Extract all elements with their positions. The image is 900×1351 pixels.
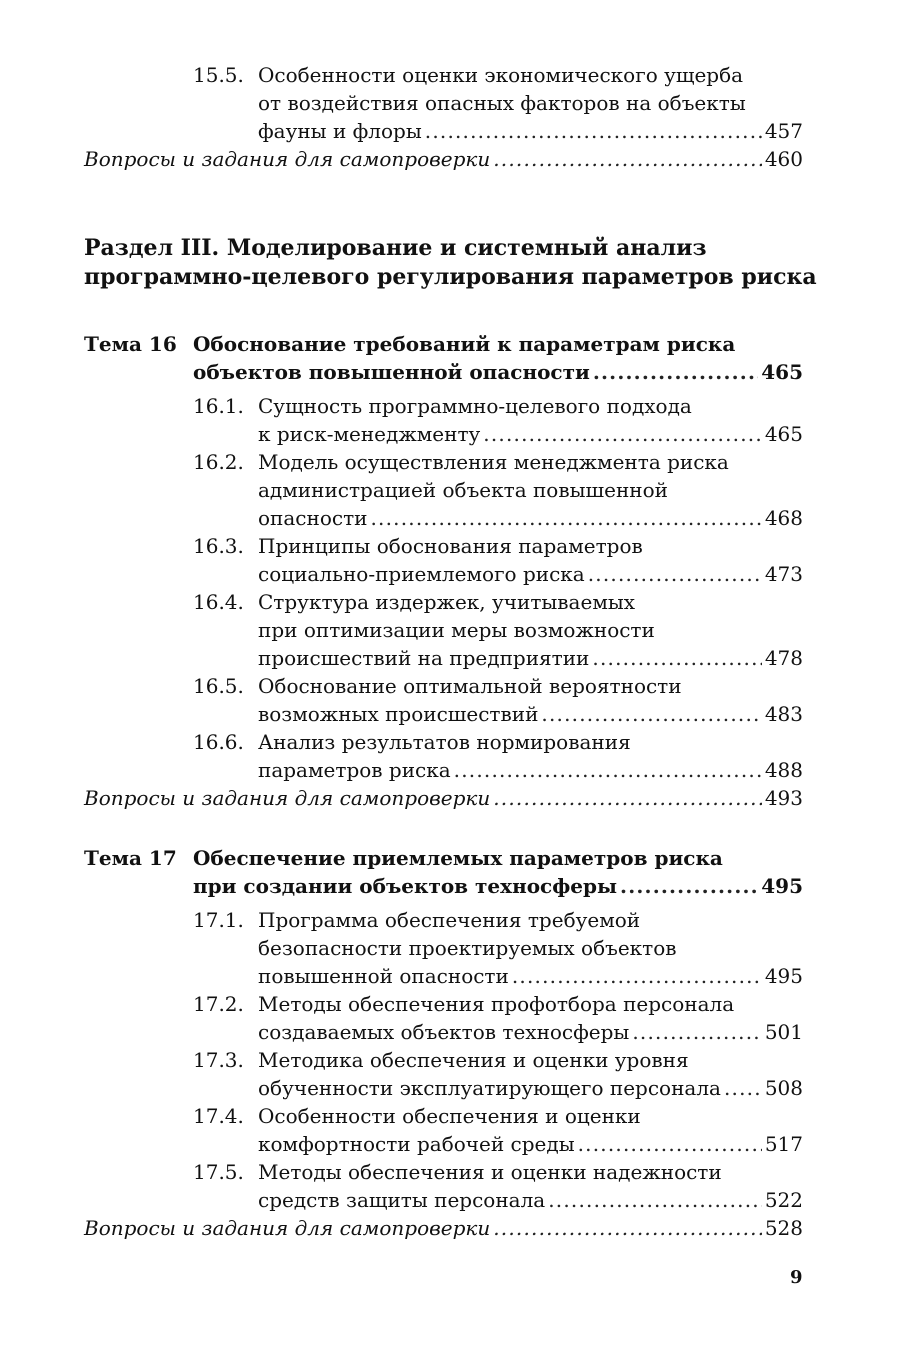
item-16-4-page: 478 bbox=[764, 646, 803, 670]
item-15-5-last-line: фауны и флоры bbox=[258, 119, 422, 143]
item-16-2-line-1: Модель осуществления менеджмента риска bbox=[258, 450, 729, 474]
toc-entry-17-3[interactable] bbox=[258, 1074, 803, 1102]
topic-17-title-line-1: Обеспечение приемлемых параметров риска bbox=[193, 846, 723, 870]
leader-dots bbox=[493, 145, 762, 173]
item-16-1-line-1: Сущность программно-целевого подхода bbox=[258, 394, 692, 418]
topic-16-title-line-1: Обоснование требований к параметрам риска bbox=[193, 332, 736, 356]
item-16-6-number: 16.6. bbox=[193, 730, 244, 754]
toc-entry-16-2[interactable] bbox=[258, 504, 803, 532]
item-15-5-page: 457 bbox=[764, 119, 803, 143]
self-check-15-page: 460 bbox=[764, 147, 803, 171]
item-16-4-number: 16.4. bbox=[193, 590, 244, 614]
toc-entry-16-5[interactable] bbox=[258, 700, 803, 728]
self-check-17-label: Вопросы и задания для самопроверки bbox=[84, 1216, 491, 1240]
toc-entry-17-1[interactable] bbox=[258, 962, 803, 990]
self-check-15-label: Вопросы и задания для самопроверки bbox=[84, 147, 491, 171]
item-17-4-number: 17.4. bbox=[193, 1104, 244, 1128]
item-16-5-page: 483 bbox=[764, 702, 803, 726]
leader-dots bbox=[592, 644, 761, 672]
item-17-2-number: 17.2. bbox=[193, 992, 244, 1016]
item-16-1-number: 16.1. bbox=[193, 394, 244, 418]
item-17-4-page: 517 bbox=[764, 1132, 803, 1156]
self-check-16-page: 493 bbox=[764, 786, 803, 810]
leader-dots bbox=[724, 1074, 762, 1102]
topic-16-page: 465 bbox=[761, 360, 803, 384]
item-16-6-page: 488 bbox=[764, 758, 803, 782]
item-16-2-page: 468 bbox=[764, 506, 803, 530]
item-17-2-line-1: Методы обеспечения профотбора персонала bbox=[258, 992, 735, 1016]
self-check-16[interactable] bbox=[84, 784, 803, 812]
item-17-5-number: 17.5. bbox=[193, 1160, 244, 1184]
item-16-6-line-1: Анализ результатов нормирования bbox=[258, 730, 631, 754]
self-check-17[interactable] bbox=[84, 1214, 803, 1242]
item-17-1-number: 17.1. bbox=[193, 908, 244, 932]
item-17-1-page: 495 bbox=[764, 964, 803, 988]
toc-entry-17-2[interactable] bbox=[258, 1018, 803, 1046]
toc-entry-16-6[interactable] bbox=[258, 756, 803, 784]
item-17-1-line-2: безопасности проектируемых объектов bbox=[258, 936, 677, 960]
item-17-5-line-1: Методы обеспечения и оценки надежности bbox=[258, 1160, 722, 1184]
topic-17-title-line-2: при создании объектов техносферы bbox=[193, 874, 618, 898]
item-16-2-last-line: опасности bbox=[258, 506, 368, 530]
item-17-5-page: 522 bbox=[764, 1188, 803, 1212]
section-title-line-2: программно-целевого регулирования параметров риска bbox=[84, 264, 817, 290]
item-17-3-number: 17.3. bbox=[193, 1048, 244, 1072]
item-16-3-page: 473 bbox=[764, 562, 803, 586]
item-17-3-last-line: обученности эксплуатирующего персонала bbox=[258, 1076, 721, 1100]
leader-dots bbox=[541, 700, 761, 728]
item-17-2-page: 501 bbox=[764, 1020, 803, 1044]
self-check-15[interactable] bbox=[84, 145, 803, 173]
item-17-3-line-1: Методика обеспечения и оценки уровня bbox=[258, 1048, 689, 1072]
item-16-1-page: 465 bbox=[764, 422, 803, 446]
leader-dots bbox=[578, 1130, 762, 1158]
leader-dots bbox=[620, 872, 758, 900]
toc-entry-topic-17[interactable] bbox=[193, 872, 803, 900]
leader-dots bbox=[632, 1018, 761, 1046]
item-16-3-line-1: Принципы обоснования параметров bbox=[258, 534, 643, 558]
leader-dots bbox=[493, 1214, 762, 1242]
topic-17-label: Тема 17 bbox=[84, 846, 177, 870]
self-check-16-label: Вопросы и задания для самопроверки bbox=[84, 786, 491, 810]
topic-16-label: Тема 16 bbox=[84, 332, 177, 356]
toc-entry-15-5[interactable] bbox=[258, 117, 803, 145]
item-15-5-line-1: Особенности оценки экономического ущерба bbox=[258, 63, 744, 87]
item-17-1-line-1: Программа обеспечения требуемой bbox=[258, 908, 641, 932]
item-17-5-last-line: средств защиты персонала bbox=[258, 1188, 546, 1212]
leader-dots bbox=[425, 117, 762, 145]
item-16-5-number: 16.5. bbox=[193, 674, 244, 698]
self-check-17-page: 528 bbox=[764, 1216, 803, 1240]
item-16-4-last-line: происшествий на предприятии bbox=[258, 646, 590, 670]
leader-dots bbox=[370, 504, 761, 532]
leader-dots bbox=[454, 756, 762, 784]
item-17-4-last-line: комфортности рабочей среды bbox=[258, 1132, 575, 1156]
leader-dots bbox=[593, 358, 758, 386]
item-15-5-number: 15.5. bbox=[193, 63, 244, 87]
item-16-3-last-line: социально-приемлемого риска bbox=[258, 562, 585, 586]
item-16-6-last-line: параметров риска bbox=[258, 758, 451, 782]
item-16-5-line-1: Обоснование оптимальной вероятности bbox=[258, 674, 682, 698]
item-16-5-last-line: возможных происшествий bbox=[258, 702, 539, 726]
toc-entry-16-1[interactable] bbox=[258, 420, 803, 448]
item-16-2-number: 16.2. bbox=[193, 450, 244, 474]
toc-entry-topic-16[interactable] bbox=[193, 358, 803, 386]
item-15-5-line-2: от воздействия опасных факторов на объекты bbox=[258, 91, 746, 115]
toc-entry-17-5[interactable] bbox=[258, 1186, 803, 1214]
toc-entry-17-4[interactable] bbox=[258, 1130, 803, 1158]
item-17-4-line-1: Особенности обеспечения и оценки bbox=[258, 1104, 641, 1128]
toc-entry-16-4[interactable] bbox=[258, 644, 803, 672]
topic-16-title-line-2: объектов повышенной опасности bbox=[193, 360, 590, 384]
item-16-4-line-2: при оптимизации меры возможности bbox=[258, 618, 655, 642]
item-17-1-last-line: повышенной опасности bbox=[258, 964, 509, 988]
topic-17-page: 495 bbox=[761, 874, 803, 898]
item-16-1-last-line: к риск-менеджменту bbox=[258, 422, 481, 446]
leader-dots bbox=[512, 962, 762, 990]
item-17-3-page: 508 bbox=[764, 1076, 803, 1100]
item-16-4-line-1: Структура издержек, учитываемых bbox=[258, 590, 636, 614]
item-17-2-last-line: создаваемых объектов техносферы bbox=[258, 1020, 630, 1044]
leader-dots bbox=[483, 420, 762, 448]
leader-dots bbox=[493, 784, 762, 812]
leader-dots bbox=[588, 560, 762, 588]
toc-entry-16-3[interactable] bbox=[258, 560, 803, 588]
item-16-2-line-2: администрацией объекта повышенной bbox=[258, 478, 668, 502]
item-16-3-number: 16.3. bbox=[193, 534, 244, 558]
page-number: 9 bbox=[790, 1267, 803, 1288]
section-title-line-1: Раздел III. Моделирование и системный анализ bbox=[84, 235, 707, 261]
leader-dots bbox=[548, 1186, 762, 1214]
